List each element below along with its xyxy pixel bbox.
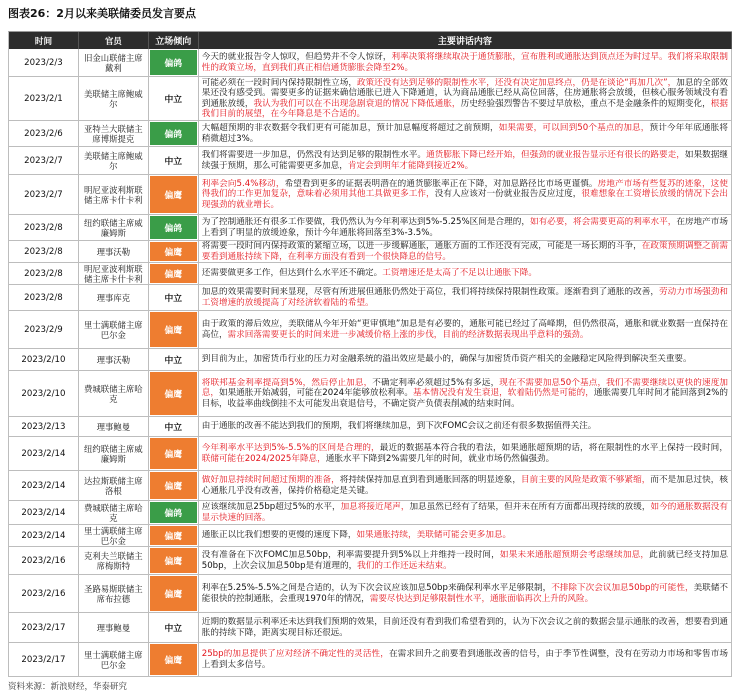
speech-cell (199, 241, 732, 263)
date-cell: 2023/2/3 (9, 49, 79, 77)
speech-segment: 工资增速还是太高了不足以让通胀下降。 (382, 268, 537, 279)
speech-cell (199, 285, 732, 311)
official-cell: 圣路易斯联储主席布拉德 (79, 575, 149, 613)
figure-title: 图表26：2月以来美联储委员发言要点 (8, 7, 196, 20)
speech-segment: 美联储不能很快的控制通胀，会重现1970年的情况， (201, 583, 728, 604)
speech-segment: 加息的效果需要时间来显现，尽管有所进展但通胀仍然处于高位，我们将持续保持限制性政策。逐渐看到了通胀的改善， (201, 287, 659, 298)
stance-cell (149, 371, 199, 417)
speech-segment: 在需求回升之前要看到通胀改善的信号，由于季节性调整，没有在劳动力市场和零售市场上看到太多信号。 (201, 649, 728, 670)
official-cell: 里士满联储主席巴尔金 (79, 311, 149, 349)
stance-badge: 中立 (150, 418, 197, 435)
stance-badge: 偏鹰 (150, 472, 197, 499)
speech-segment: 大幅超预期的非农数据令我们更有可能加息，预计加息幅度将超过之前预期， (201, 123, 499, 134)
official-cell: 理事沃勒 (79, 349, 149, 371)
speech-text (202, 354, 728, 364)
date-cell: 2023/2/8 (9, 263, 79, 285)
table-row (9, 471, 732, 501)
stance-cell (149, 49, 199, 77)
stance-cell (149, 349, 199, 371)
speech-segment: 由于通胀的改善不能达到我们的预期，我们将继续加息，到下次FOMC会议之前还有很多数据值得关注。 (201, 421, 597, 432)
date-cell: 2023/2/6 (9, 121, 79, 147)
stance-badge: 中立 (150, 78, 197, 119)
table-row (9, 525, 732, 547)
date-cell: 2023/2/10 (9, 349, 79, 371)
date-cell: 2023/2/8 (9, 215, 79, 241)
speech-segment: 预计今年年底通胀将稍微超过3%。 (201, 123, 728, 144)
official-cell: 理事鲍曼 (79, 417, 149, 437)
speech-segment: 我们将需要进一步加息，仍然没有达到足够的限制性水平。 (201, 150, 427, 161)
speech-cell (199, 613, 732, 643)
speech-text (202, 319, 728, 340)
speech-text (202, 268, 728, 278)
speech-segment: 今天的就业报告令人惊叹，但趋势并不令人惊讶， (201, 52, 392, 63)
date-cell: 2023/2/16 (9, 547, 79, 575)
official-cell: 达拉斯联储主席洛根 (79, 471, 149, 501)
speech-segment: 基本情况没有发生衰退，软着陆仍然是可能的， (413, 388, 594, 399)
table-row (9, 241, 732, 263)
stance-cell (149, 147, 199, 175)
stance-badge: 中立 (150, 148, 197, 173)
date-cell: 2023/2/9 (9, 311, 79, 349)
stance-cell (149, 575, 199, 613)
official-cell: 旧金山联储主席戴利 (79, 49, 149, 77)
speech-segment: 很难想象在工资增长放缓的情况下会出现强劲的就业增长。 (201, 189, 728, 210)
speech-cell (199, 547, 732, 575)
speech-segment: 利率会向5.4%移动， (201, 178, 285, 189)
stance-badge: 偏鹰 (150, 438, 197, 469)
official-cell: 纽约联储主席威廉姆斯 (79, 215, 149, 241)
stance-badge: 偏鹰 (150, 242, 197, 261)
date-cell: 2023/2/8 (9, 241, 79, 263)
speech-segment: 不确定利率必须超过5%有多远， (372, 377, 500, 388)
speech-cell (199, 371, 732, 417)
speech-text (202, 123, 728, 144)
header-official: 官员 (79, 32, 149, 49)
stance-cell (149, 241, 199, 263)
speech-segment: 联储可能在2024/2025年降息， (201, 453, 326, 464)
speech-text (202, 287, 728, 308)
stance-cell (149, 263, 199, 285)
speech-segment: 最近的数据基本符合我的看法，如果通胀超预期的话，将在限制性的水平上保持一段时间， (379, 443, 728, 454)
date-cell: 2023/2/7 (9, 175, 79, 215)
date-cell: 2023/2/7 (9, 147, 79, 175)
speech-segment: 在政策预期调整之前需要看到通胀持续下降，在利率方面没有看到一个很快降息的信号。 (201, 241, 728, 262)
speech-segment: 将持续保持加息直到看到通胀回落的明显迹象， (339, 475, 521, 486)
header-stance: 立场倾向 (149, 32, 199, 49)
speech-text (202, 649, 728, 670)
table-row (9, 349, 732, 371)
stance-badge: 偏鹰 (150, 576, 197, 611)
table-row (9, 417, 732, 437)
stance-badge: 偏鹰 (150, 526, 197, 545)
speech-text (202, 179, 728, 210)
table-row (9, 175, 732, 215)
official-cell: 亚特兰大联储主席博斯提克 (79, 121, 149, 147)
speech-text (202, 378, 728, 409)
stance-badge: 偏鸽 (150, 502, 197, 523)
official-cell: 美联储主席鲍威尔 (79, 77, 149, 121)
speech-text (202, 150, 728, 171)
speech-segment: 不排除下次会议加息50bp的可能性， (551, 583, 694, 594)
speech-segment: 近期的数据显示利率还未达到我们预期的效果，目前还没有看到我们希望看到的，认为下次会议之前的数据会显示通胀的改善，想要看到通胀的持续下降，距离实现目标还很远。 (201, 617, 728, 638)
stance-badge: 偏鸽 (150, 122, 197, 145)
date-cell: 2023/2/10 (9, 371, 79, 417)
date-cell: 2023/2/1 (9, 77, 79, 121)
speech-text (202, 52, 728, 73)
date-cell: 2023/2/14 (9, 437, 79, 471)
speech-text (202, 78, 728, 120)
speech-text (202, 550, 728, 571)
speech-cell (199, 121, 732, 147)
stance-badge: 偏鹰 (150, 312, 197, 347)
speech-segment: 加息的全部效果还没有感受到。需要更多的证据来确信通胀已进入下降通道，认为商品通胀已经从高位回落，住房通胀将会放缓，但核心服务领域没有看到通胀放缓， (201, 77, 728, 109)
date-cell: 2023/2/14 (9, 501, 79, 525)
speech-segment: 劳动力市场强劲和工资增速的放缓提高了对经济软着陆的希望。 (201, 287, 728, 308)
stance-cell (149, 437, 199, 471)
speech-segment: 通货膨胀下降已经开始，但强劲的就业报告显示还有很长的路要走， (426, 150, 685, 161)
official-cell: 纽约联储主席威廉姆斯 (79, 437, 149, 471)
speech-cell (199, 263, 732, 285)
speech-segment: 可能必须在一段时间内保持限制性立场， (201, 77, 357, 88)
stance-badge: 偏鸽 (150, 50, 197, 75)
stance-cell (149, 121, 199, 147)
table-body (9, 49, 732, 677)
speech-segment: 如果需要，可以回到50个基点的加息， (498, 123, 650, 134)
table-row (9, 643, 732, 677)
speech-text (202, 530, 728, 540)
table-row (9, 121, 732, 147)
table-row (9, 501, 732, 525)
table-row (9, 215, 732, 241)
official-cell: 里士满联储主席巴尔金 (79, 525, 149, 547)
stance-cell (149, 175, 199, 215)
speech-segment: 如果通胀开始减弱，可能在2024年能够放松利率。 (218, 388, 414, 399)
table-row (9, 285, 732, 311)
official-cell: 明尼亚波利斯联储主席卡什卡利 (79, 263, 149, 285)
stance-badge: 偏鹰 (150, 548, 197, 573)
speech-segment: 如今的通胀数据没有显示快速的回落。 (201, 502, 728, 523)
speech-cell (199, 417, 732, 437)
speech-segment: 今年利率水平达到5%-5.5%的区间是合理的， (201, 443, 380, 454)
speech-table (8, 31, 732, 677)
stance-cell (149, 77, 199, 121)
table-row (9, 547, 732, 575)
speech-cell (199, 525, 732, 547)
speech-segment: 目前主要的风险是政策不够紧缩， (520, 475, 651, 486)
table-row (9, 263, 732, 285)
date-cell: 2023/2/16 (9, 575, 79, 613)
stance-badge: 偏鹰 (150, 644, 197, 675)
official-cell: 里士满联储主席巴尔金 (79, 643, 149, 677)
stance-cell (149, 501, 199, 525)
speech-segment: 我们的工作还远未结束。 (357, 560, 452, 571)
date-cell: 2023/2/17 (9, 613, 79, 643)
speech-text (202, 421, 728, 431)
speech-text (202, 475, 728, 496)
speech-segment: 利率在5.25%-5.5%之间是合适的，认为下次会议应该加息50bp来确保利率水平足够限制， (201, 583, 552, 594)
date-cell: 2023/2/17 (9, 643, 79, 677)
official-cell: 理事沃勒 (79, 241, 149, 263)
stance-badge: 中立 (150, 614, 197, 641)
speech-segment: 如果数据继续强于预期，那么可能需要更多加息， (201, 150, 728, 171)
table-row (9, 613, 732, 643)
stance-badge: 偏鹰 (150, 264, 197, 283)
speech-cell (199, 215, 732, 241)
speech-segment: 通胀水平下降到2%需要几年的时间，就业市场仍然偏强劲。 (325, 453, 555, 464)
speech-cell (199, 437, 732, 471)
speech-text (202, 241, 728, 262)
speech-segment: 到目前为止，加密货币行业的压力对金融系统的溢出效应是最小的，确保与加密货币资产相关的金融稳定风险得到解决至关重要。 (201, 354, 692, 365)
official-cell: 理事鲍曼 (79, 613, 149, 643)
stance-cell (149, 311, 199, 349)
speech-segment: 而不是加息过快，核心通胀几乎没有改善，保持价格稳定是关键。 (201, 475, 728, 496)
speech-segment: 通胀需要几年时间才能回落到2%的目标，收益率曲线倒挂不太可能发出衰退信号，不确定资产负债表削减的结束时间。 (201, 388, 728, 409)
table-row (9, 437, 732, 471)
speech-segment: 还需要做更多工作，但达到什么水平还不确定。 (201, 268, 383, 279)
speech-segment: 现在不需要加息50个基点，我们不需要继续以更快的速度加息， (201, 377, 728, 399)
speech-cell (199, 77, 732, 121)
speech-segment: 25bp的加息提供了应对经济不确定性的灵活性， (201, 649, 389, 660)
speech-segment: 需要尽快达到足够限制性水平，通胀面临再次上升的风险。 (369, 593, 594, 604)
table-row (9, 49, 732, 77)
date-cell: 2023/2/8 (9, 285, 79, 311)
stance-cell (149, 285, 199, 311)
stance-cell (149, 643, 199, 677)
speech-segment: 房地产市场有些复苏的迹象，这使得我们的工作更加复杂，意味着必须用其他工具做更多工作， (201, 178, 728, 200)
stance-cell (149, 613, 199, 643)
stance-badge: 偏鹰 (150, 176, 197, 213)
speech-cell (199, 575, 732, 613)
official-cell: 费城联储主席哈克 (79, 371, 149, 417)
stance-cell (149, 471, 199, 501)
official-cell: 克利夫兰联储主席梅斯特 (79, 547, 149, 575)
table-row (9, 147, 732, 175)
speech-segment: 没有准备在下次FOMC加息50bp，利率需要提升到5%以上并维持一段时间， (201, 550, 500, 561)
date-cell: 2023/2/14 (9, 471, 79, 501)
table-header (9, 32, 732, 49)
stance-cell (149, 417, 199, 437)
speech-segment: 通胀正以比我们想要的更慢的速度下降， (201, 530, 357, 541)
stance-cell (149, 525, 199, 547)
speech-text (202, 617, 728, 638)
stance-badge: 偏鹰 (150, 372, 197, 415)
stance-cell (149, 215, 199, 241)
stance-badge: 中立 (150, 286, 197, 309)
speech-segment: 希望看到更多的证据表明潜在的通货膨胀率正在下降，对加息路径比市场更谨慎。 (284, 178, 598, 189)
speech-segment: 没有人应该对一份就业报告反应过度， (434, 189, 582, 200)
speech-segment: 在房地产市场上看到了明显的放缓迹象，预计今年通胀将回落至3%-3.5%。 (201, 217, 728, 238)
official-cell: 明尼亚波利斯联储主席卡什卡利 (79, 175, 149, 215)
speech-text (202, 502, 728, 523)
speech-segment: 利率决策将继续取决于通货膨胀，宣布胜利或通胀达到顶点还为时过早。我们将采取限制性的政策立场，直到我们真正相信通货膨胀会降至2%。 (201, 52, 728, 73)
stance-badge: 中立 (150, 350, 197, 369)
speech-segment: 根据我们目前的展望，在今年降息是不合适的。 (201, 98, 728, 119)
speech-segment: 应该继续加息25bp超过5%的水平， (201, 502, 341, 513)
speech-segment: 历史经验强烈警告不要过早放松，重点不是金融条件的短期变化， (460, 98, 711, 109)
header-content: 主要讲话内容 (199, 32, 732, 49)
official-cell: 理事库克 (79, 285, 149, 311)
speech-segment: 政策还没有达到足够的限制性水平，还没有决定加息终点，仍是在谈论“再加几次”， (356, 77, 677, 88)
speech-text (202, 443, 728, 464)
table-row (9, 575, 732, 613)
speech-cell (199, 311, 732, 349)
speech-cell (199, 349, 732, 371)
speech-segment: 此前就已经支持加息50bp，上次会议加息50bp是有道理的， (201, 550, 728, 571)
speech-cell (199, 49, 732, 77)
speech-segment: 加息将接近尾声， (340, 502, 410, 513)
speech-segment: 如果通胀持续，美联储可能会更多加息。 (356, 530, 512, 541)
speech-cell (199, 501, 732, 525)
speech-segment: 我认为我们可以在不出现急剧衰退的情况下降低通胀， (253, 98, 461, 109)
date-cell: 2023/2/13 (9, 417, 79, 437)
stance-cell (149, 547, 199, 575)
date-cell: 2023/2/14 (9, 525, 79, 547)
speech-segment: 做好加息持续时间超过预期的准备， (201, 475, 340, 486)
official-cell: 美联储主席鲍威尔 (79, 147, 149, 175)
header-date: 时间 (9, 32, 79, 49)
official-cell: 费城联储主席哈克 (79, 501, 149, 525)
speech-text (202, 217, 728, 238)
speech-segment: 加息虽然已经有了结果，但并未在所有方面都出现持续的放缓， (409, 502, 651, 513)
table-row (9, 371, 732, 417)
stance-badge: 偏鸽 (150, 216, 197, 239)
speech-segment: 由于政策的滞后效应，美联储从今年开始“更审慎地”加息是有必要的，通胀可能已经过了高峰期，但仍然很高，通胀和就业数据一直保持在高位， (201, 319, 728, 340)
speech-text (202, 583, 728, 604)
speech-cell (199, 471, 732, 501)
speech-cell (199, 147, 732, 175)
speech-segment: 需求回落需要更长的时间来进一步减缓价格上涨的步伐，目前的经济数据表现出乎意料的强劲。 (227, 329, 589, 340)
speech-segment: 肯定会到明年才能降到接近2%。 (347, 160, 474, 171)
speech-segment: 如果未来通胀超预期会考虑继续加息， (499, 550, 650, 561)
table-row (9, 311, 732, 349)
speech-cell (199, 175, 732, 215)
table-row (9, 77, 732, 121)
speech-segment: 将联邦基金利率提高到5%，然后停止加息， (201, 377, 373, 388)
speech-cell (199, 643, 732, 677)
speech-segment: 为了控制通胀还有很多工作要做，我仍然认为今年利率达到5%-5.25%区间是合理的， (201, 217, 530, 228)
source-note: 资料来源：新浪财经，华泰研究 (8, 682, 128, 692)
speech-segment: 如有必要，将会需要更高的利率水平， (529, 217, 677, 228)
speech-segment: 将需要一段时间内保持政策的紧缩立场，以进一步缓解通胀，通胀方面的工作还没有完成，可能是一场长期的斗争， (201, 241, 642, 252)
